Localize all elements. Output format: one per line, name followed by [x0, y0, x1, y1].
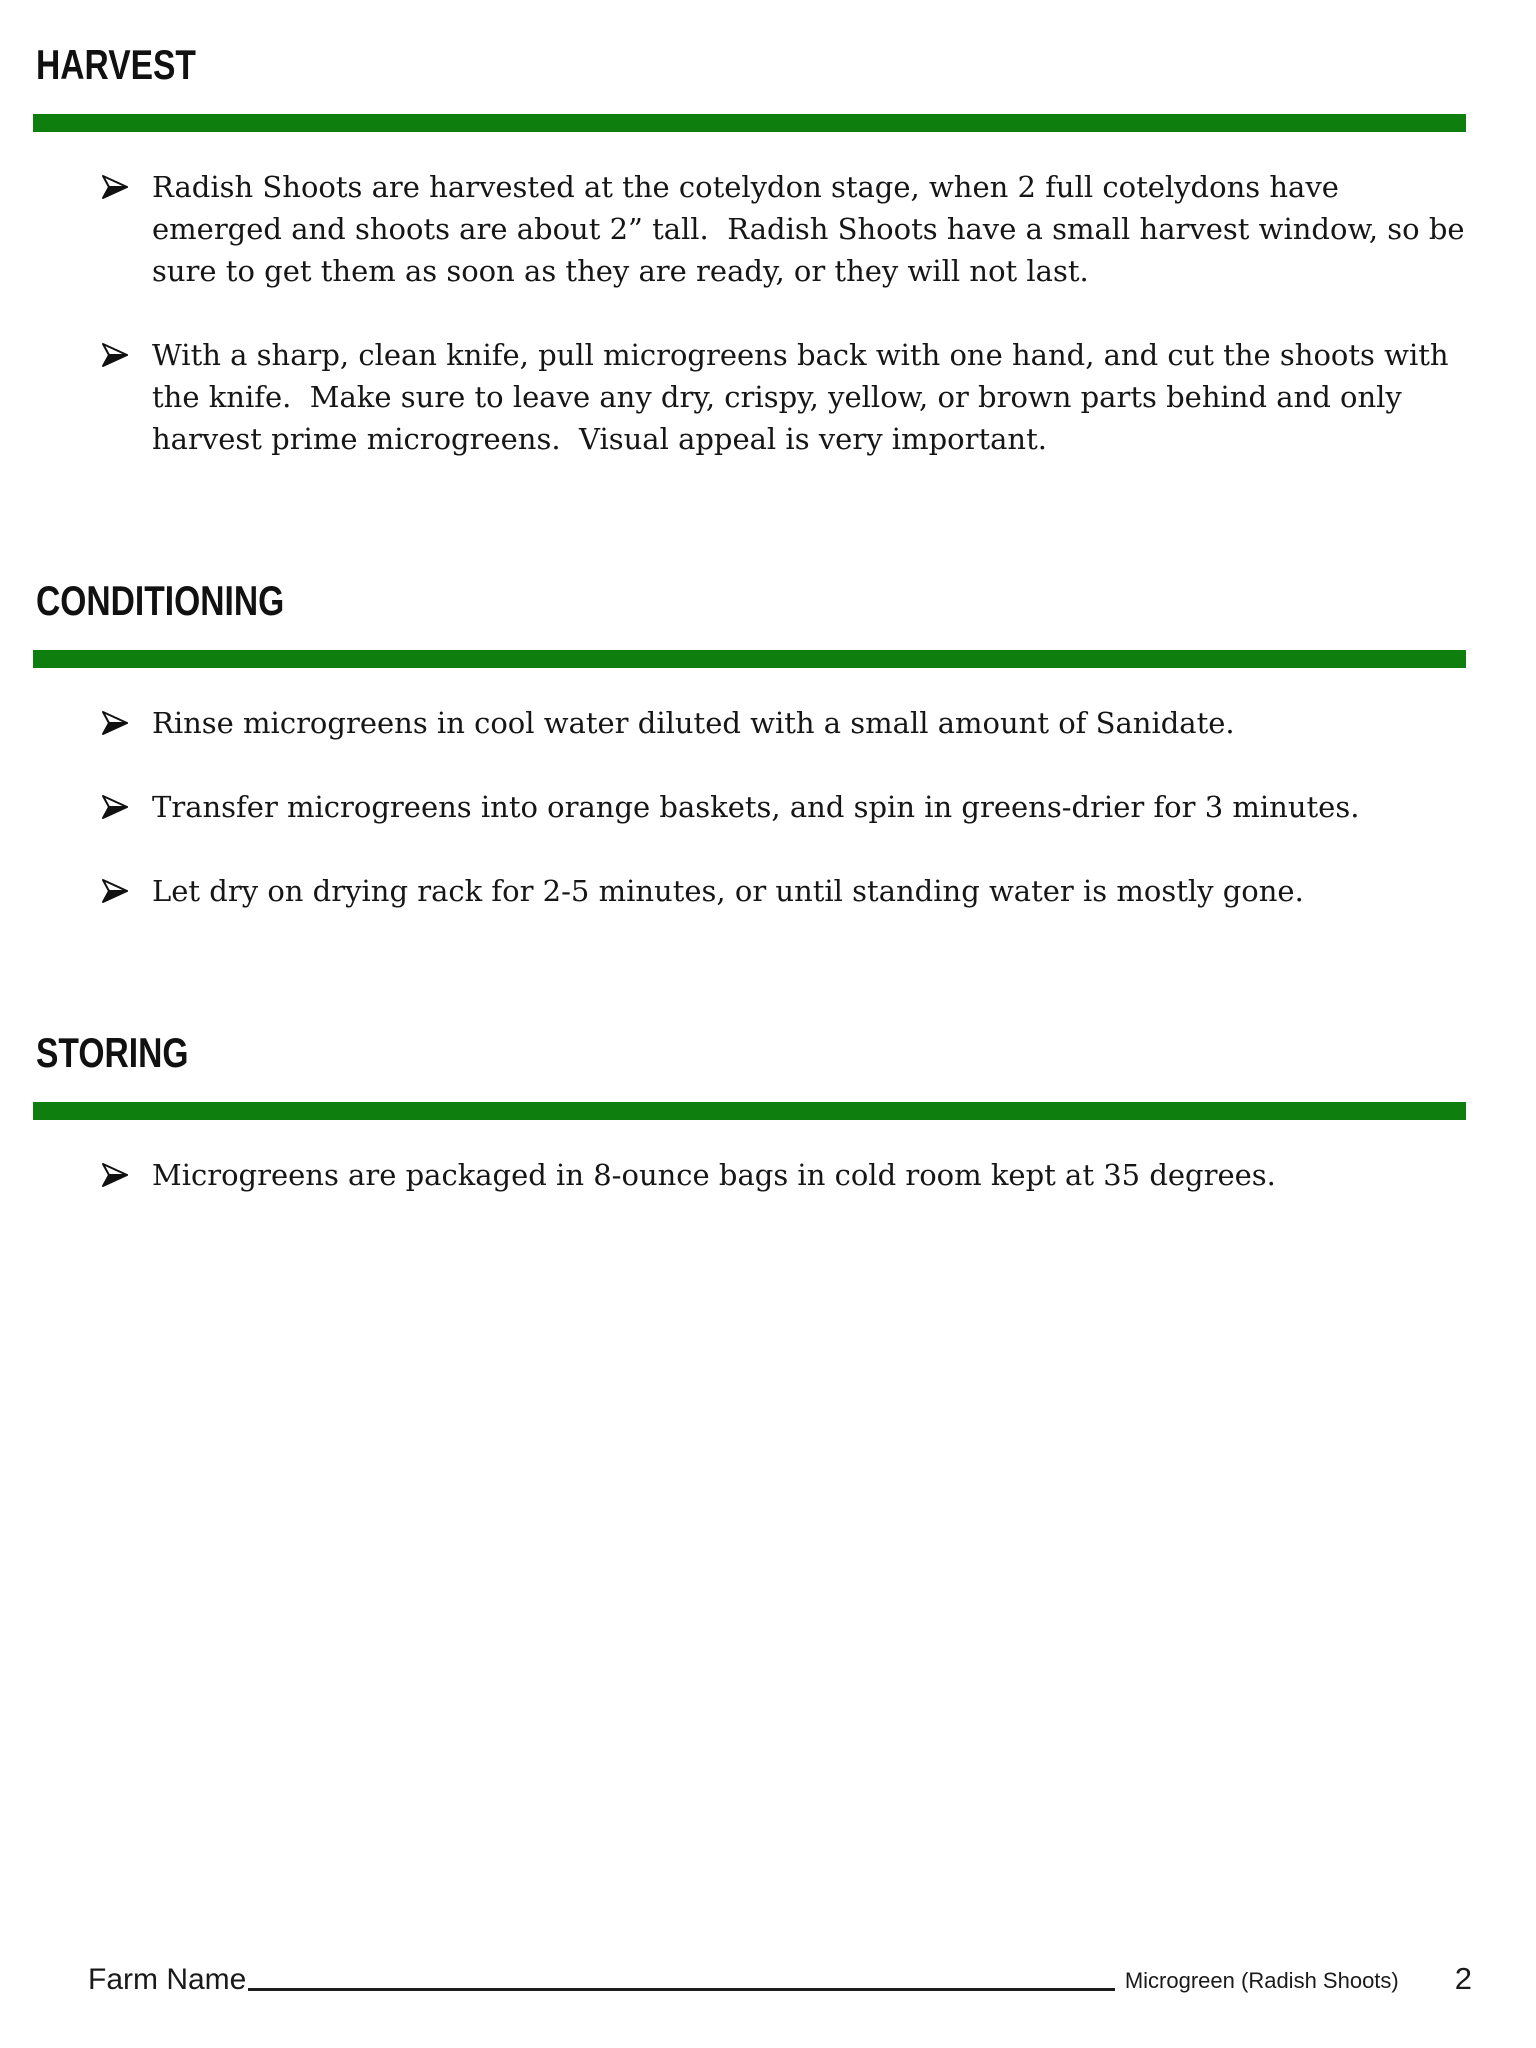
document-label: Microgreen (Radish Shoots) [1124, 1967, 1399, 1993]
section-divider-bar [33, 114, 1466, 132]
bullet-text: Rinse microgreens in cool water diluted with a small amount of Sanidate. [152, 706, 1235, 740]
arrow-bullet-icon [100, 173, 130, 201]
section-harvest [0, 41, 1536, 460]
section-title: CONDITIONING [36, 577, 285, 624]
list-item [100, 166, 1474, 292]
list-item [100, 1154, 1466, 1196]
arrow-bullet-icon [100, 341, 130, 369]
bullet-text: Radish Shoots are harvested at the cotelydon stage, when 2 full cotelydons have emerged and shoots are about 2” tall. Radish Shoots have a small harvest window, so be sure to get them as soon as they are ready, or they will not last. [152, 170, 1474, 288]
arrow-bullet-icon [100, 709, 130, 737]
page-footer [88, 1962, 1472, 1996]
section-conditioning [0, 577, 1536, 912]
section-title: STORING [36, 1029, 189, 1076]
bullet-text: Microgreens are packaged in 8-ounce bags in cold room kept at 35 degrees. [152, 1158, 1276, 1192]
bullet-list [0, 702, 1536, 912]
page-number: 2 [1454, 1960, 1472, 1996]
section-title: HARVEST [36, 41, 196, 88]
bullet-text: Transfer microgreens into orange baskets, and spin in greens-drier for 3 minutes. [152, 790, 1360, 824]
arrow-bullet-icon [100, 1161, 130, 1189]
list-item [100, 334, 1466, 460]
list-item [100, 702, 1466, 744]
arrow-bullet-icon [100, 793, 130, 821]
section-storing [0, 1029, 1536, 1196]
list-item [100, 870, 1466, 912]
list-item [100, 786, 1466, 828]
bullet-list [0, 166, 1536, 460]
section-divider-bar [33, 650, 1466, 668]
arrow-bullet-icon [100, 877, 130, 905]
bullet-text: With a sharp, clean knife, pull microgreens back with one hand, and cut the shoots with the knife. Make sure to leave any dry, crispy, yellow, or brown parts behind and only harvest prime microgreens. Visual appeal is very important. [152, 338, 1458, 456]
bullet-list [0, 1154, 1536, 1196]
farm-name-blank-line [248, 1988, 1114, 1991]
bullet-text: Let dry on drying rack for 2-5 minutes, or until standing water is mostly gone. [152, 874, 1304, 908]
farm-name-label: Farm Name [88, 1963, 247, 1996]
section-divider-bar [33, 1102, 1466, 1120]
